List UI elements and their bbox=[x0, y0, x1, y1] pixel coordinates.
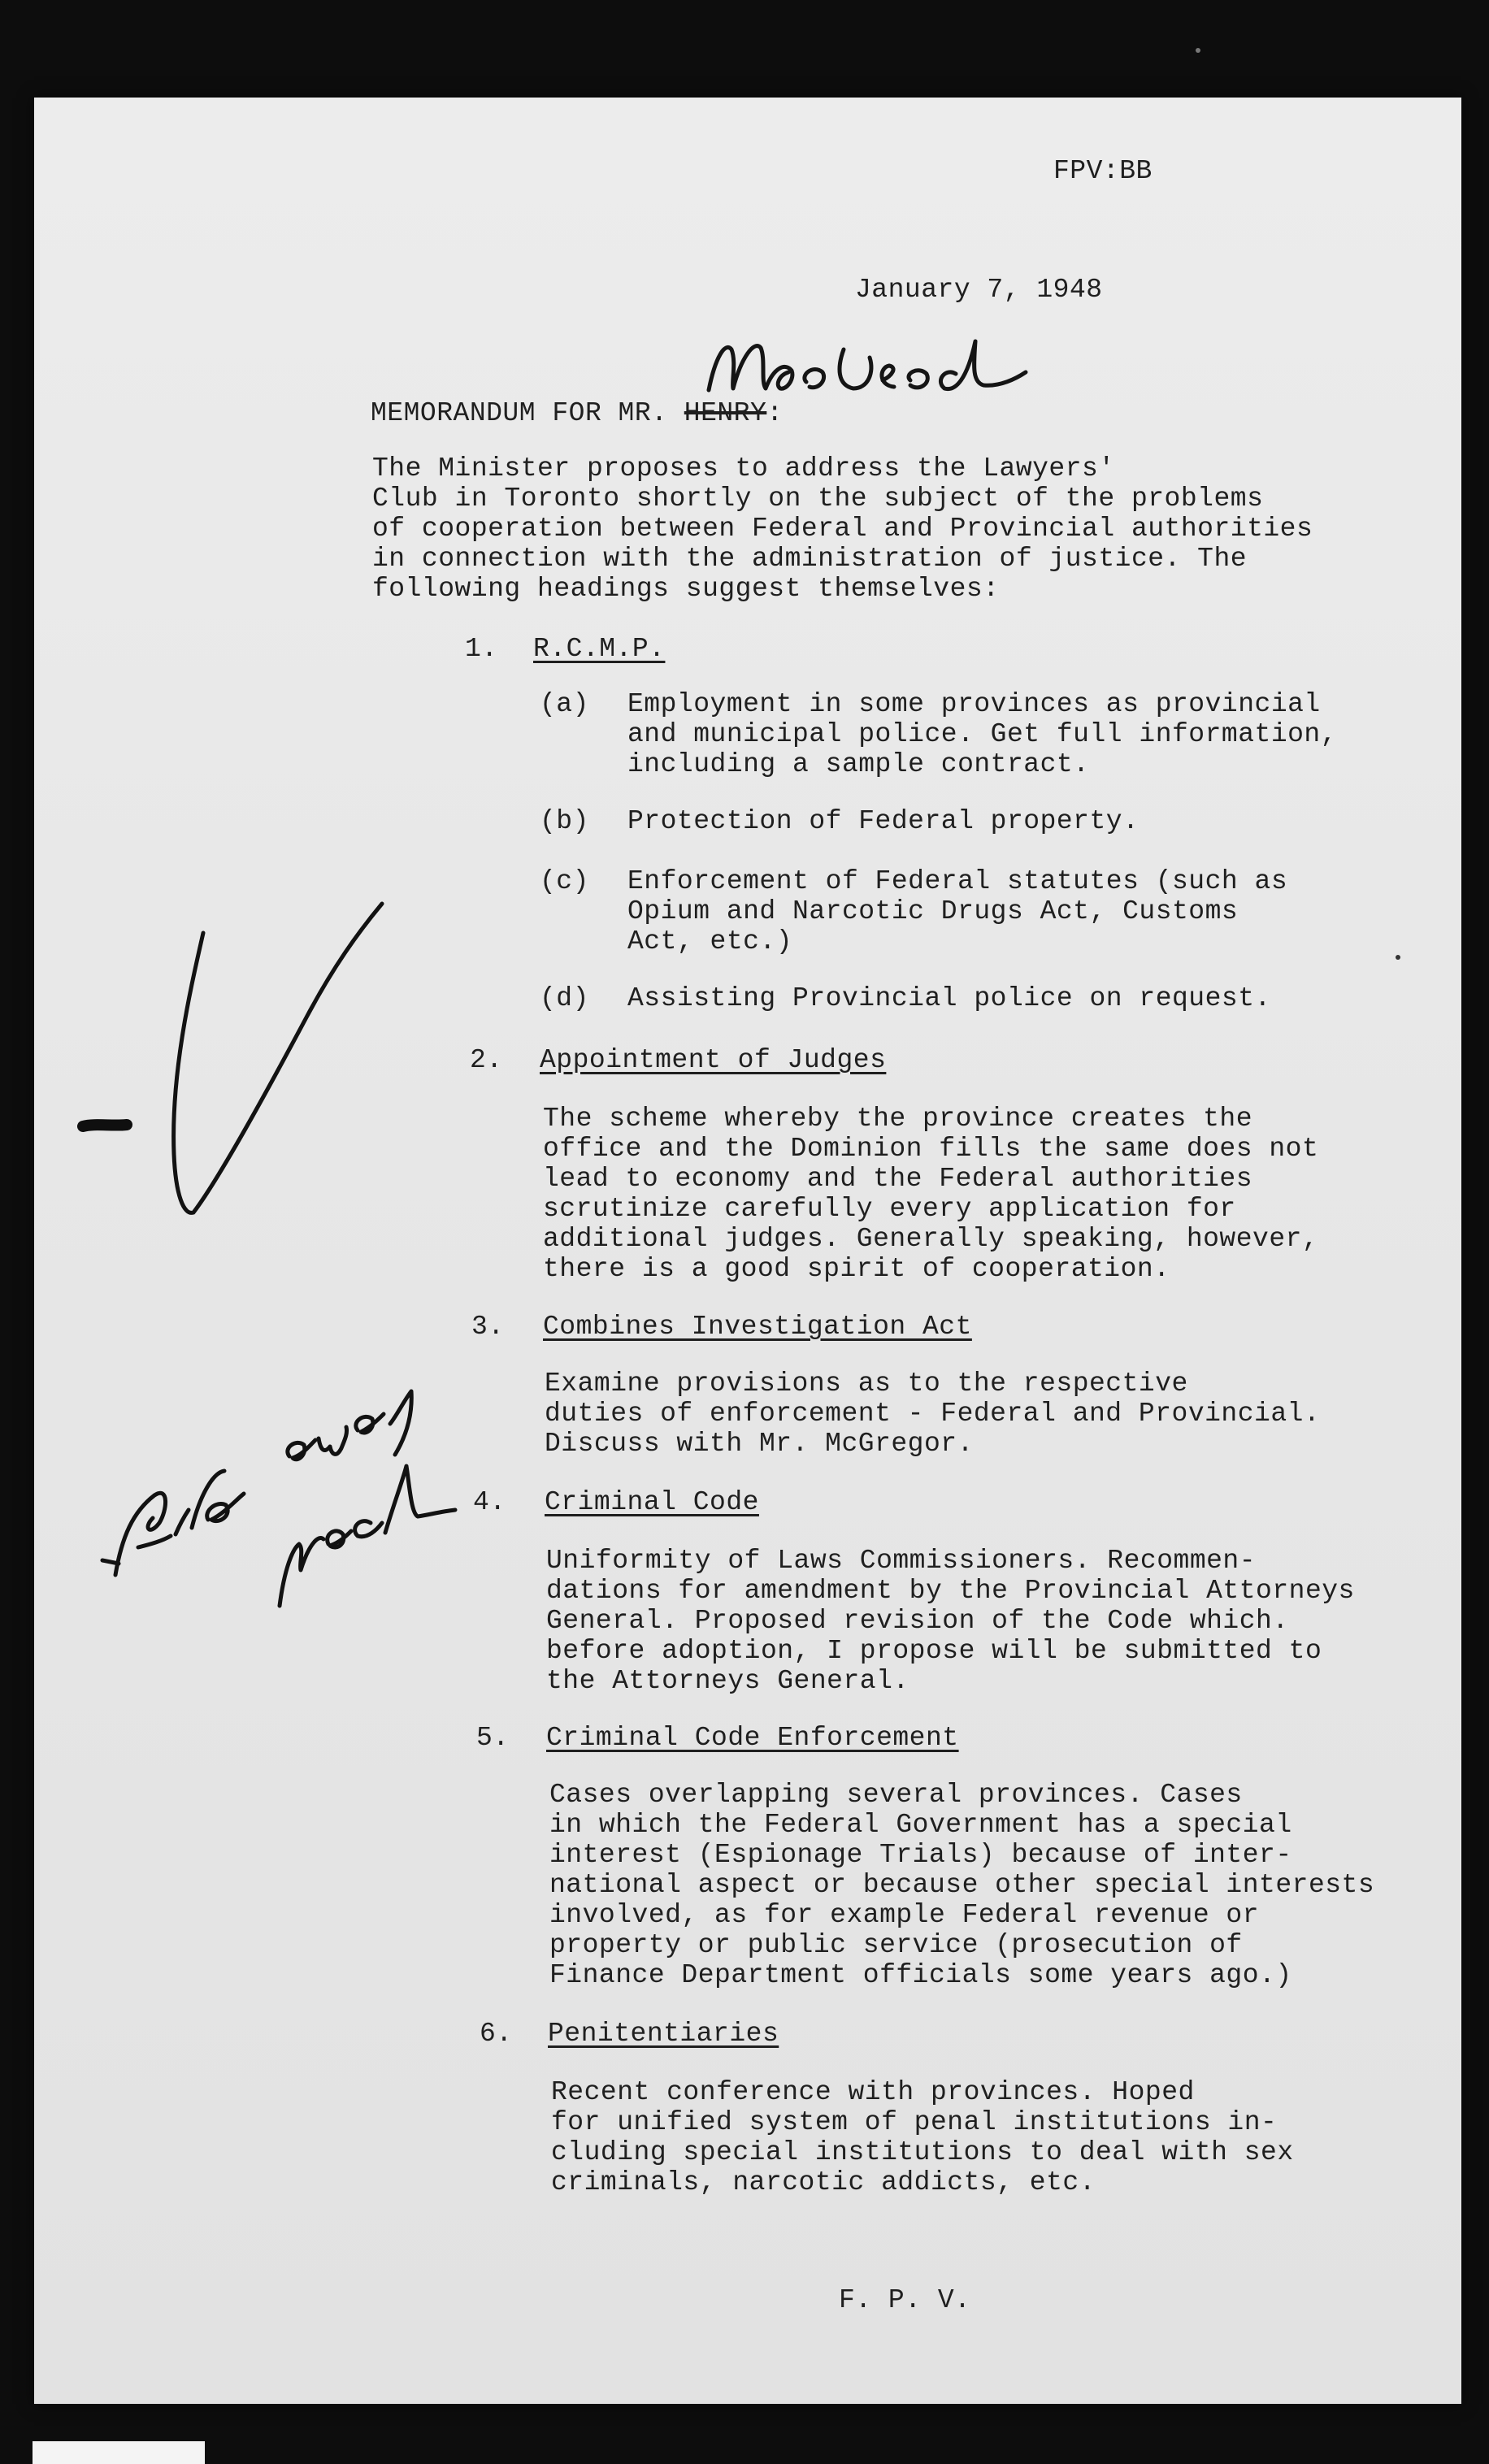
struck-addressee-name: HENRY bbox=[684, 398, 767, 428]
section-5-body: Cases overlapping several provinces. Cases in which the Federal Government has a special interest (Espionage Trials) because of inter- national aspect or because other special interests involved, as for example Federal revenue or property or public service (prosecution of Finance Department officials some years ago.) bbox=[549, 1780, 1375, 1990]
film-label-strip bbox=[33, 2441, 205, 2464]
section-5-heading: Criminal Code Enforcement bbox=[546, 1723, 959, 1753]
section-6-number: 6. bbox=[480, 2019, 513, 2049]
subitem-c-text: Enforcement of Federal statutes (such as Opium and Narcotic Drugs Act, Customs Act, etc.) bbox=[627, 866, 1288, 957]
section-5-number: 5. bbox=[476, 1723, 510, 1753]
section-2-number: 2. bbox=[470, 1045, 503, 1075]
subitem-c-letter: (c) bbox=[540, 866, 589, 896]
subitem-d-letter: (d) bbox=[540, 983, 589, 1013]
subitem-d-text: Assisting Provincial police on request. bbox=[627, 983, 1271, 1013]
addressee-prefix: MEMORANDUM FOR MR. bbox=[371, 398, 684, 428]
intro-paragraph: The Minister proposes to address the Lawyers' Club in Toronto shortly on the subject of the problems of cooperation between Federal and Provincial authorities in connection with the administration of justice. The following headings suggest themselves: bbox=[372, 453, 1313, 604]
section-2-body: The scheme whereby the province creates the office and the Dominion fills the same does not lead to economy and the Federal authorities scrutinize carefully every application for additional judges. Generally speaking, however, there is a good spirit of cooperation. bbox=[543, 1104, 1319, 1284]
section-1-number: 1. bbox=[465, 634, 498, 664]
section-4-heading: Criminal Code bbox=[545, 1487, 759, 1517]
section-3-heading: Combines Investigation Act bbox=[543, 1312, 972, 1342]
section-6-heading: Penitentiaries bbox=[548, 2019, 779, 2049]
subitem-b-letter: (b) bbox=[540, 806, 589, 836]
paper-speck bbox=[1196, 48, 1200, 53]
section-2-heading: Appointment of Judges bbox=[540, 1045, 887, 1075]
addressee-colon: : bbox=[766, 398, 784, 428]
section-3-body: Examine provisions as to the respective duties of enforcement - Federal and Provincial. Discuss with Mr. McGregor. bbox=[545, 1369, 1321, 1459]
subitem-a-text: Employment in some provinces as provincial and municipal police. Get full information, including a sample contract. bbox=[627, 689, 1338, 779]
reference-code: FPV:BB bbox=[1053, 156, 1153, 186]
section-6-body: Recent conference with provinces. Hoped for unified system of penal institutions in- cluding special institutions to deal with sex criminals, narcotic addicts, etc. bbox=[551, 2077, 1294, 2197]
section-1-heading: R.C.M.P. bbox=[533, 634, 666, 664]
memo-date: January 7, 1948 bbox=[855, 275, 1103, 305]
section-4-body: Uniformity of Laws Commissioners. Recommen- dations for amendment by the Provincial Attorneys General. Proposed revision of the Code which. before adoption, I propose will be submitted to the Attorneys General. bbox=[546, 1546, 1355, 1696]
subitem-b-text: Protection of Federal property. bbox=[627, 806, 1140, 836]
subitem-a-letter: (a) bbox=[540, 689, 589, 719]
signature-initials: F. P. V. bbox=[839, 2285, 971, 2315]
memo-addressee-line bbox=[371, 398, 784, 428]
section-3-number: 3. bbox=[471, 1312, 505, 1342]
section-4-number: 4. bbox=[473, 1487, 506, 1517]
